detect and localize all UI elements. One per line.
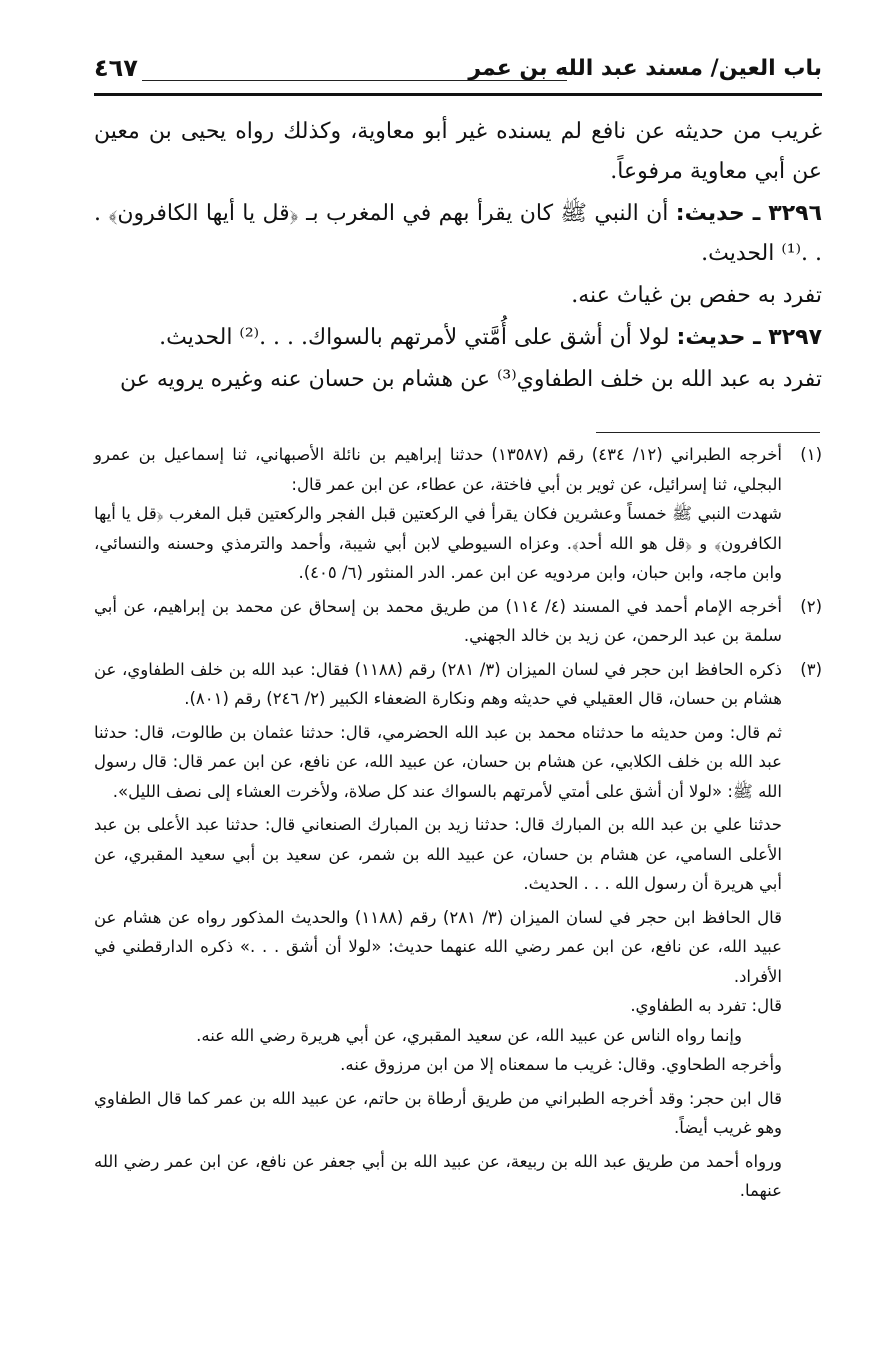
footnote-2 [94, 592, 822, 651]
running-title: باب العين/ مسند عبد الله بن عمر [468, 56, 822, 81]
footnote-3-text-2: ثم قال: ومن حديثه ما حدثناه محمد بن عبد الله الحضرمي، قال: حدثنا عثمان بن طالوت، قال: حدثنا عبد الله بن خلف الكلابي، عن هشام بن حسان، عن عبيد الله، عن نافع، عن ابن عمر قال: قال رسول الله ﷺ: «لولا أن أشق على أمتي لأمرتهم بالسواك عند كل صلاة، ولأخرت العشاء إلى نصف الليل». [94, 722, 782, 801]
footnote-3-text-3: حدثنا علي بن عبد الله بن المبارك قال: حدثنا زيد بن المبارك الصنعاني قال: حدثنا عبد الأعلى بن عبد الأعلى السامي، عن هشام بن حسان، عن عبيد الله بن شمر، عن سعيد بن أبي سعيد المقبري، عن أبي هريرة أن رسول الله . . . الحديث. [94, 815, 782, 893]
footnote-3-text-8: قال ابن حجر: وقد أخرجه الطبراني من طريق أرطاة بن حاتم، عن عبيد الله بن عمر كما قال الطفاوي وهو غريب أيضاً. [94, 1088, 782, 1137]
footnote-separator [596, 432, 820, 433]
hadith-3296-number: ٣٢٩٦ ـ حديث: [675, 201, 823, 226]
hadith-3297-text: لولا أن أشق على أُمَّتي لأمرتهم بالسواك. . . .⁽²⁾ الحديث. [159, 325, 670, 350]
footnote-1-text: أخرجه الطبراني (١٢/ ٤٣٤) رقم (١٣٥٨٧) حدثنا إبراهيم بن نائلة الأصبهاني، ثنا إسماعيل بن عمرو البجلي، ثنا إسرائيل، عن ثوير بن أبي فاختة، عن عطاء، عن ابن عمر قال: [94, 445, 782, 494]
header-line [142, 80, 567, 81]
footnote-3-text-5: قال: تفرد به الطفاوي. [630, 996, 782, 1015]
footnote-3-text-7: وأخرجه الطحاوي. وقال: غريب ما سمعناه إلا من ابن مرزوق عنه. [340, 1055, 782, 1074]
hadith-3296-note: تفرد به حفص بن غياث عنه. [571, 283, 822, 308]
main-text [94, 112, 822, 400]
footnote-3-text-9: ورواه أحمد من طريق عبد الله بن ربيعة، عن عبيد الله بن أبي جعفر عن نافع، عن ابن عمر رضي الله عنهما. [94, 1151, 782, 1200]
page-number: ٤٦٧ [94, 54, 138, 82]
footnote-1-marker: (١) [800, 445, 822, 464]
hadith-3296-text: أن النبي ﷺ كان يقرأ بهم في المغرب بـ ﴿قل يا أيها الكافرون﴾ . . .⁽¹⁾ الحديث. [94, 201, 822, 266]
footnotes [94, 440, 822, 1206]
page-header [94, 50, 822, 96]
header-rule [94, 93, 822, 96]
intro-paragraph: غريب من حديثه عن نافع لم يسنده غير أبو معاوية، وكذلك رواه يحيى بن معين عن أبي معاوية مرفوعاً. [94, 119, 822, 184]
footnote-3-marker: (٣) [800, 659, 822, 679]
hadith-3297 [94, 318, 822, 358]
footnote-2-marker: (٢) [800, 596, 822, 616]
footnote-1 [94, 440, 822, 588]
hadith-3296 [94, 194, 822, 274]
footnote-3 [94, 655, 822, 1206]
footnote-3-text-6: وإنما رواه الناس عن عبيد الله، عن سعيد المقبري، عن أبي هريرة رضي الله عنه. [196, 1025, 742, 1045]
footnote-3-text-4: قال الحافظ ابن حجر في لسان الميزان (٣/ ٢٨١) رقم (١١٨٨) والحديث المذكور رواه عن هشام عن عبيد الله، عن نافع، عن ابن عمر رضي الله عنهما حديث: «لولا أن أشق . . .» ذكره الدارقطني في الأفراد. [94, 907, 782, 986]
hadith-3297-note: تفرد به عبد الله بن خلف الطفاوي⁽³⁾ عن هشام بن حسان عنه وغيره يرويه عن [120, 367, 822, 392]
footnote-1-text-2: شهدت النبي ﷺ خمساً وعشرين فكان يقرأ في الركعتين قبل الفجر والركعتين قبل المغرب ﴿قل يا أيها الكافرون﴾ و ﴿قل هو الله أحد﴾. وعزاه السيوطي لابن أبي شيبة، وأحمد والترمذي وحسنه والنسائي، وابن ماجه، وابن حبان، وابن مردويه عن ابن عمر. الدر المنثور (٦/ ٤٠٥). [94, 504, 782, 582]
hadith-3297-number: ٣٢٩٧ ـ حديث: [676, 325, 822, 350]
footnote-3-text: ذكره الحافظ ابن حجر في لسان الميزان (٣/ ٢٨١) رقم (١١٨٨) فقال: عبد الله بن خلف الطفاوي، عن هشام بن حسان، قال العقيلي في حديثه وهم ونكارة الضعفاء الكبير (٢/ ٢٤٦) رقم (٨٠١). [94, 659, 782, 708]
footnote-2-text: أخرجه الإمام أحمد في المسند (٤/ ١١٤) من طريق محمد بن إسحاق عن محمد بن إبراهيم، عن أبي سلمة بن عبد الرحمن، عن زيد بن خالد الجهني. [94, 596, 782, 645]
